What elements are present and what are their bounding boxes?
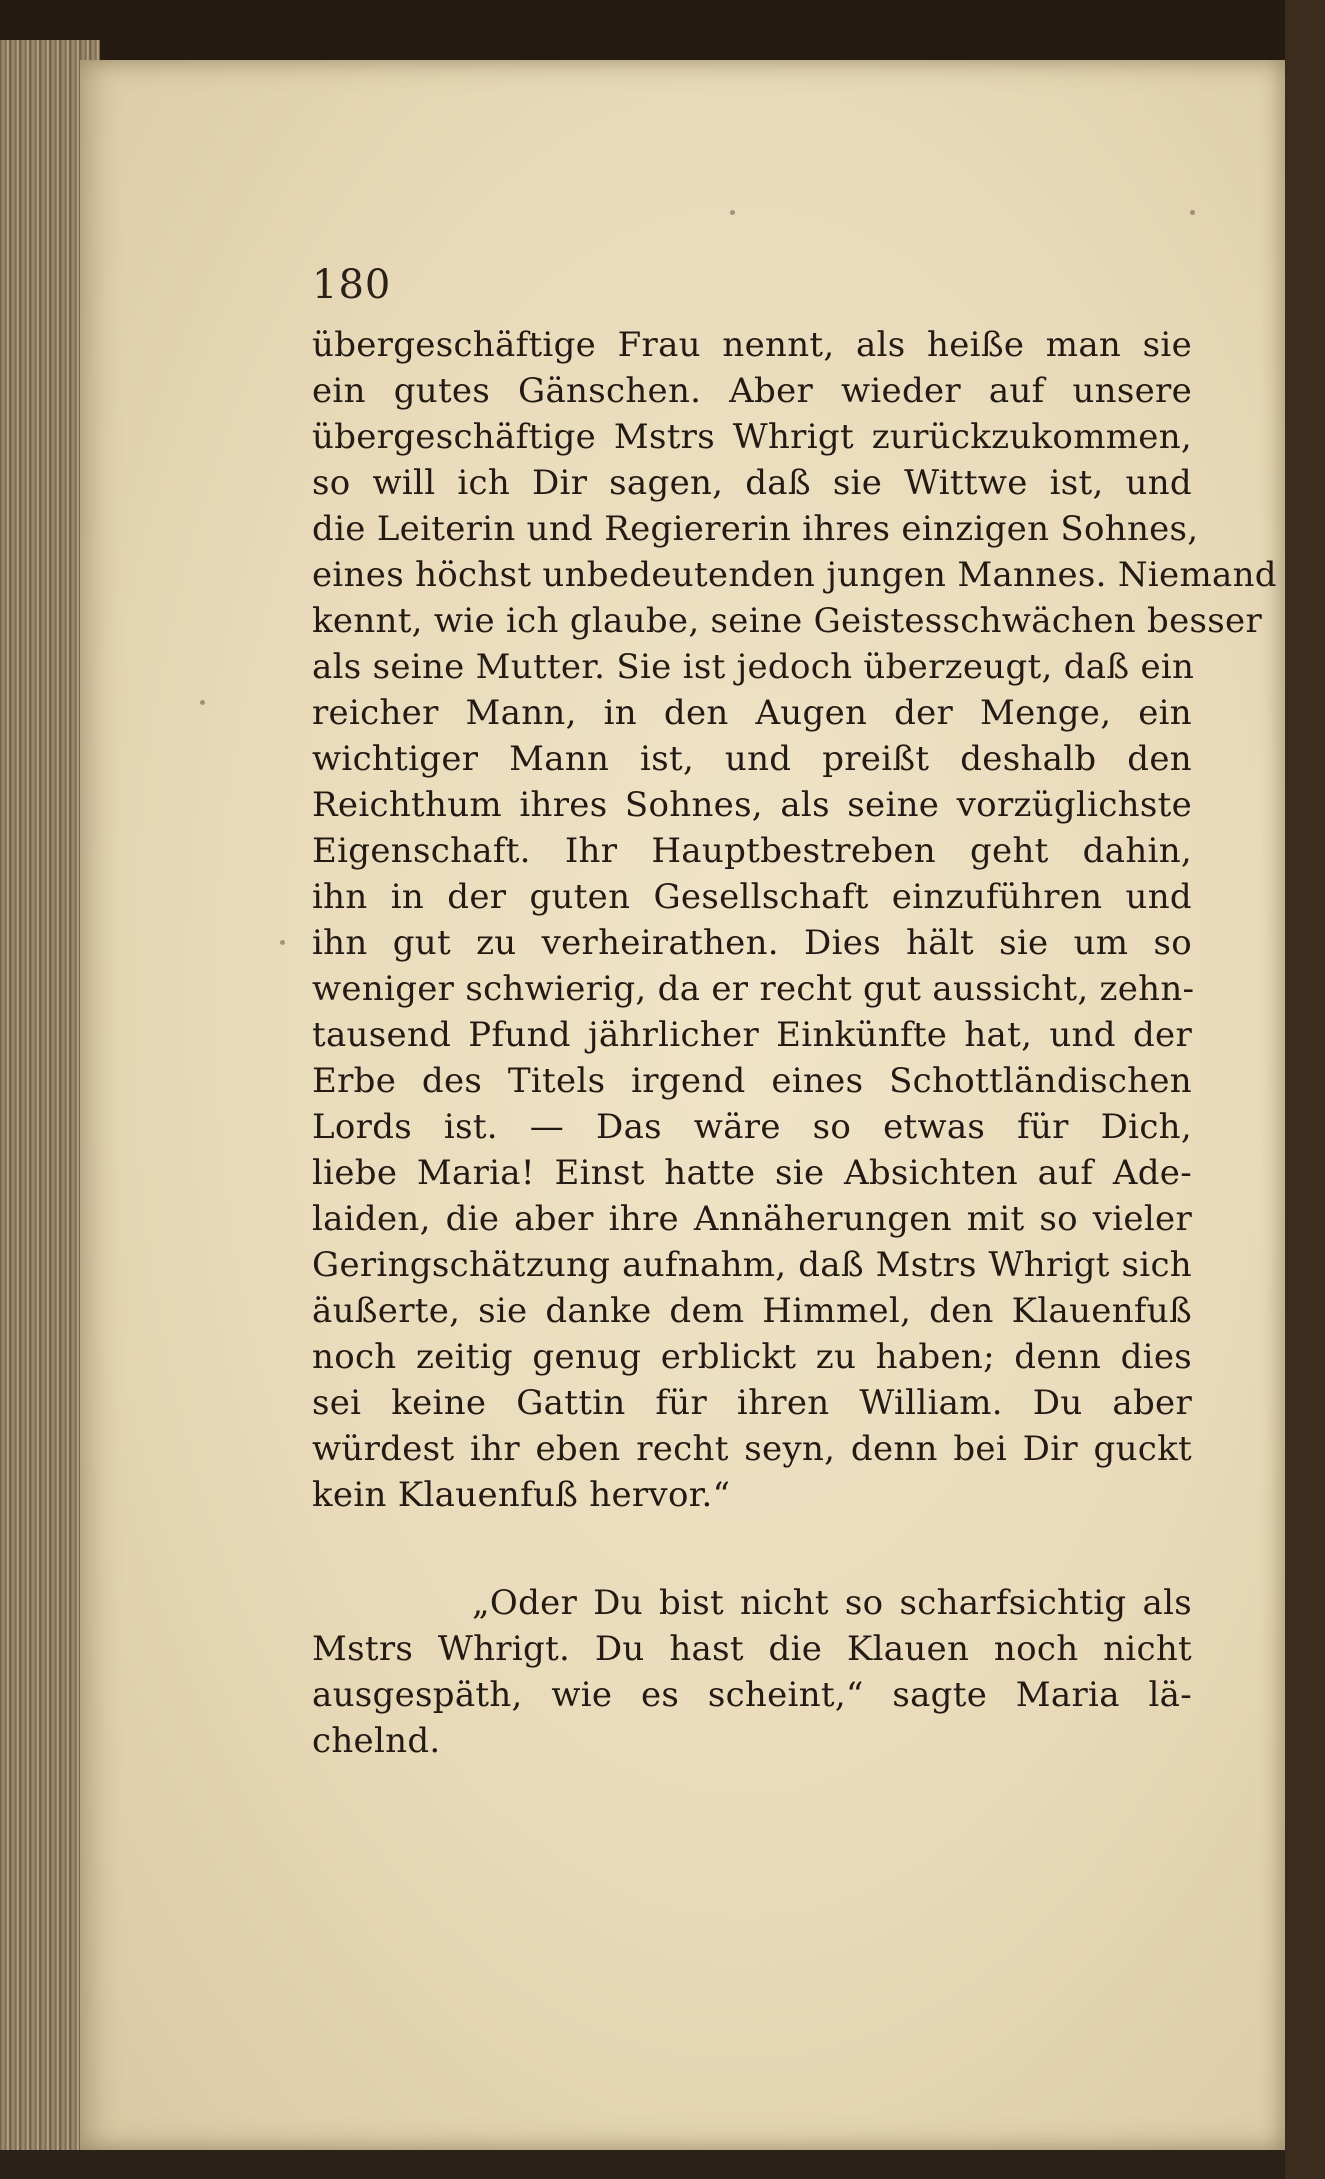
paragraph-2 [312, 1580, 1192, 1764]
text-line: ausgespäth, wie es scheint,“ sagte Maria lä- [312, 1675, 1192, 1715]
paragraph-1 [312, 322, 1277, 1518]
text-line: so will ich Dir sagen, daß sie Wittwe ist, und [312, 463, 1192, 503]
text-line: eines höchst unbedeutenden jungen Mannes. Niemand [312, 555, 1277, 595]
text-line: Reichthum ihres Sohnes, als seine vorzüglichste [312, 785, 1192, 825]
paper-blemish [1190, 210, 1195, 215]
text-line: Lords ist. — Das wäre so etwas für Dich, [312, 1107, 1192, 1147]
scan-background-top [0, 0, 1325, 60]
text-line: kennt, wie ich glaube, seine Geistesschwächen besser [312, 601, 1263, 641]
text-line: ein gutes Gänschen. Aber wieder auf unsere [312, 371, 1192, 411]
paragraph-gap [312, 1518, 1192, 1580]
text-line: übergeschäftige Mstrs Whrigt zurückzukommen, [312, 417, 1192, 457]
scan-background-right [1285, 0, 1325, 2179]
text-line: Erbe des Titels irgend eines Schottländischen [312, 1061, 1192, 1101]
text-line: Mstrs Whrigt. Du hast die Klauen noch nicht [312, 1629, 1192, 1669]
text-line: laiden, die aber ihre Annäherungen mit so vieler [312, 1199, 1192, 1239]
page-number: 180 [312, 262, 392, 308]
text-line: übergeschäftige Frau nennt, als heiße man sie [312, 325, 1192, 365]
page-body [312, 322, 1277, 1764]
text-line: reicher Mann, in den Augen der Menge, ein [312, 693, 1192, 733]
paper-blemish [200, 700, 205, 705]
text-line: ihn gut zu verheirathen. Dies hält sie um so [312, 923, 1192, 963]
paper-blemish [730, 210, 735, 215]
text-line: chelnd. [312, 1721, 441, 1761]
text-line: die Leiterin und Regiererin ihres einzigen Sohnes, [312, 509, 1199, 549]
text-line: würdest ihr eben recht seyn, denn bei Dir guckt [312, 1429, 1192, 1469]
text-line: Geringschätzung aufnahm, daß Mstrs Whrigt sich [312, 1245, 1192, 1285]
text-line: noch zeitig genug erblickt zu haben; denn dies [312, 1337, 1192, 1377]
text-line: liebe Maria! Einst hatte sie Absichten auf Ade- [312, 1153, 1192, 1193]
text-line: äußerte, sie danke dem Himmel, den Klauenfuß [312, 1291, 1192, 1331]
text-line: ihn in der guten Gesellschaft einzuführen und [312, 877, 1192, 917]
text-line: als seine Mutter. Sie ist jedoch überzeugt, daß ein [312, 647, 1195, 687]
paper-blemish [280, 940, 285, 945]
text-line: wichtiger Mann ist, und preißt deshalb den [312, 739, 1192, 779]
text-line: „Oder Du bist nicht so scharfsichtig als [472, 1583, 1192, 1623]
text-line: Eigenschaft. Ihr Hauptbestreben geht dahin, [312, 831, 1192, 871]
text-line: tausend Pfund jährlicher Einkünfte hat, und der [312, 1015, 1192, 1055]
text-line: weniger schwierig, da er recht gut aussicht, zehn- [312, 969, 1195, 1009]
text-line: sei keine Gattin für ihren William. Du aber [312, 1383, 1192, 1423]
text-line: kein Klauenfuß hervor.“ [312, 1475, 731, 1515]
